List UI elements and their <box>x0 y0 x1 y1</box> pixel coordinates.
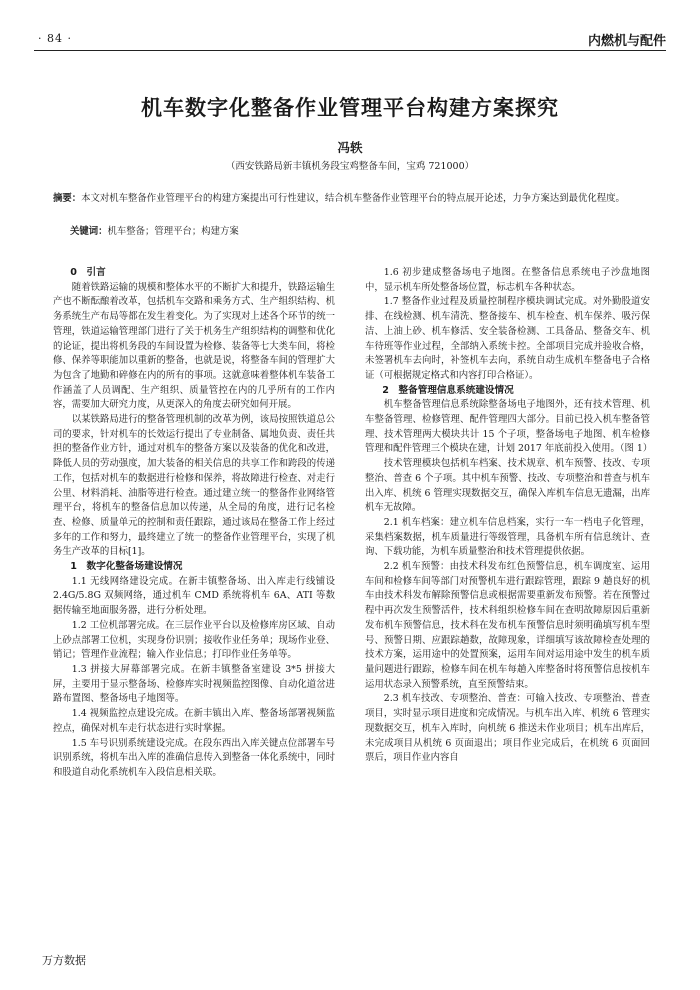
left-column <box>53 266 335 781</box>
body-paragraph: 1.5 车号识别系统建设完成。在段东西出入库关键点位部署车号识别系统，将机车出入库的准确信息传入到整备一体化系统中，同时和股道自动化系统机车入段信息相关联。 <box>53 737 335 778</box>
section-heading: 1 数字化整备场建设情况 <box>70 561 183 573</box>
section-heading: 2 整备管理信息系统建设情况 <box>382 384 514 396</box>
body-paragraph: 1.3 拼接大屏幕部署完成。在新丰镇整备室建设 3*5 拼接大屏，主要用于显示整备场、检修库实时视频监控图像、自动化道岔进路布置图、整备场电子地图等。 <box>53 663 335 705</box>
keywords-label: 关键词： <box>70 226 108 237</box>
abstract-text: 本文对机车整备作业管理平台的构建方案提出可行性建议，结合机车整备作业管理平台的特点展开论述，力争方案达到最优化程度。 <box>81 193 625 204</box>
body-paragraph: 以某铁路局进行的整备管理机制的改革为例，该局按照铁道总公司的要求，针对机车的长效运行提出了专业制备、属地负责、责任共担的整备作业方针，通过对机车的整备方案以及装备的优化和改进，降低人员的劳动强度，加大装备的相关信息的共享工作和跨段的传递工作，包括对机车的数据进行检修和保养，将故障进行检查、对走行公里、材料消耗、油脂等进行检查。通过建立统一的整备作业网络管理平台，将机车的整备信息加以传递，从全局的角度，进行记名检查、检修、质量单元的控制和责任跟踪，通过该局在整备工作上经过多年的工作和努力，最终建立了统一的整备作业管理平台，实现了机务生产改革的目标[1]。 <box>53 414 335 558</box>
keywords <box>70 223 650 237</box>
body-paragraph: 随着铁路运输的规模和整体水平的不断扩大和提升，铁路运输生产也不断酝酿着改革，包括机车交路和乘务方式、生产组织结构、机务系统生产布局等都在发生着变化。为了实现对上述各个环节的统一管理，铁道运输管理部门进行了关于机务生产组织结构的调整和优化的论证，提出将机务段的车间设置为检修、装备等七大类车间，将检修、保养等职能加以重新的整备，也就是说，将整备车间的管理扩大为包含了地勤和碎修在内的所有的事项。这就意味着整体机车装备工作涵盖了人员调配、生产组织、质量管控在内的几乎所有的工作内容，需要加大研究力度，从更深入的角度去研究如何开展。 <box>53 281 335 411</box>
abstract <box>53 191 650 206</box>
body-paragraph: 机车整备管理信息系统除整备场电子地图外，还有技术管理、机车整备管理、检修管理、配件管理四大部分。目前已投入机车整备管理、技术管理两大模块共计 15 个子项，整备场电子地图、机车检修管理和配件管理三个模块在建，计划 2017 年底前投入使用。（图 1） <box>365 399 653 455</box>
journal-name: 内燃机与配件 <box>587 34 666 49</box>
body-paragraph: 技术管理模块包括机车档案、技术规章、机车预警、技改、专项整治、普查 6 个子项。其中机车预警、技改、专项整治和普查与机车出入库、机统 6 管理实现数据交互，确保入库机车信息无遗漏，出库机车无故障。 <box>365 458 650 514</box>
author-name: 冯轶 <box>337 140 363 155</box>
body-paragraph: 2.2 机车预警：由技术科发布红色预警信息，机车调度室、运用车间和检修车间等部门对预警机车进行跟踪管理，跟踪 9 趟良好的机车由技术科发布解除预警信息或根据需要重新发布预警。若在预警过程中再次发生预警活件，技术科组织检修车间在查明故障原因后重新发布机车预警信息，技术科在发布机车预警信息时须明确填写机车型号、预警日期、应跟踪趟数，故障现象，详细填写该故障检查处理的技术方案，运用途中的处置预案，运用车间对运用途中发生的机车质量问题进行跟踪，检修车间在机车每趟入库整备时将预警信息按机车运用状态录入预警系统，直至预警结束。 <box>365 561 650 690</box>
body-paragraph: 1.7 整备作业过程及质量控制程序模块调试完成。对外勤股道安排、在线检测、机车清洗、整备接车、机车检查、机车保养、吸污保洁、上油上砂、机车修活、安全装备检测、工具备品、整备交车、机车待班等作业过程，全部纳入系统卡控。全部项目完成并验收合格，未签署机车去向时，补签机车去向，系统自动生成机车整备电子合格证（可根据规定格式和内容打印合格证）。 <box>365 296 650 381</box>
author-affiliation: （西安铁路局新丰镇机务段宝鸡整备车间，宝鸡 721000） <box>225 161 475 172</box>
right-column <box>365 266 653 766</box>
section-heading: 0 引言 <box>70 267 106 278</box>
footer-source: 万方数据 <box>42 954 86 967</box>
keywords-text: 机车整备；管理平台；构建方案 <box>107 226 239 237</box>
page-header <box>34 30 666 50</box>
article-title: 机车数字化整备作业管理平台构建方案探究 <box>141 96 559 120</box>
page-number: · 84 · <box>38 32 72 45</box>
body-paragraph: 1.1 无线网络建设完成。在新丰镇整备场、出入库走行线铺设 2.4G/5.8G 双频网络，通过机车 CMD 系统将机车 6A、ATI 等数据传输至地面服务器，进行分析处理。 <box>53 575 335 617</box>
body-paragraph: 1.2 工位机部署完成。在三层作业平台以及检修库房区域、自动上砂点部署工位机，实现身份识别；接收作业任务单；现场作业登、销记；管理作业流程；输入作业信息；打印作业任务单等。 <box>53 619 335 661</box>
body-paragraph: 1.4 视频监控点建设完成。在新丰镇出入库、整备场部署视频监控点，确保对机车走行状态进行实时掌握。 <box>53 708 335 734</box>
abstract-label: 摘要： <box>53 193 82 204</box>
header-divider <box>34 50 666 51</box>
body-paragraph: 1.6 初步建成整备场电子地图。在整备信息系统电子沙盘地图中，显示机车所处整备场位置，标志机车各种状态。 <box>365 267 650 293</box>
body-paragraph: 2.1 机车档案：建立机车信息档案，实行一车一档电子化管理，采集档案数据，机车质量进行等级管理，具备机车所有信息统计、查询、下载功能，为机车质量整治和技术管理提供依据。 <box>365 516 650 558</box>
body-paragraph: 2.3 机车技改、专项整治、普查：可输入技改、专项整治、普查项目，实时显示项目进度和完成情况。与机车出入库、机统 6 管理实现数据交互，机车入库时，向机统 6 推送未作业项目；机车出库后，未完成项目从机统 6 页面退出；项目作业完成后，在机统 6 页面回票后，项目作业内容自 <box>365 693 650 764</box>
